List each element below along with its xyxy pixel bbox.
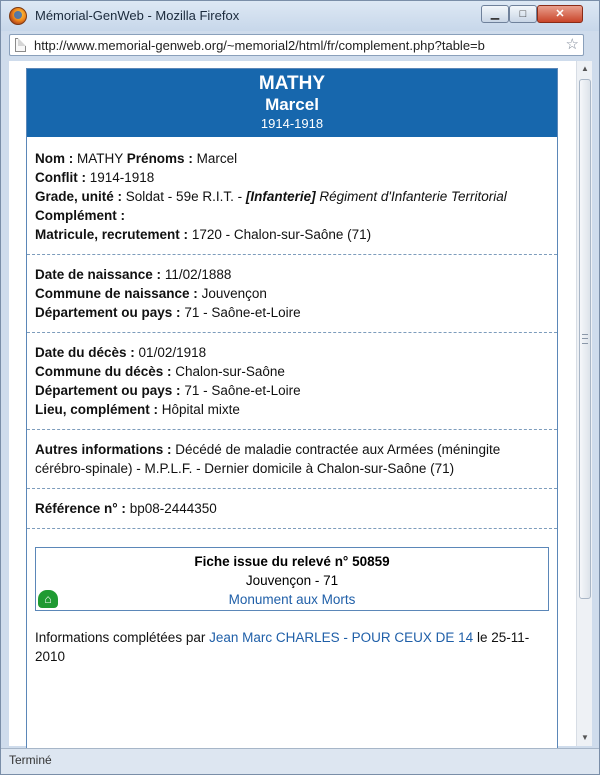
grade-label: Grade, unité : — [35, 189, 123, 204]
reference-label: Référence n° : — [35, 501, 126, 516]
prenoms-value: Marcel — [196, 151, 238, 166]
birth-date-value: 11/02/1888 — [164, 267, 232, 282]
grade-value: Soldat - 59e R.I.T. - — [125, 189, 243, 204]
death-commune-label: Commune du décès : — [35, 364, 172, 379]
author-link[interactable]: Jean Marc CHARLES - POUR CEUX DE 14 — [209, 630, 474, 645]
nom-value: MATHY — [77, 151, 124, 166]
birth-commune-row — [35, 284, 549, 303]
close-button[interactable]: ✕ — [537, 5, 583, 23]
monument-link[interactable]: Monument aux Morts — [228, 592, 356, 607]
grade-arm: [Infanterie] — [245, 189, 316, 204]
grip-icon — [582, 334, 588, 344]
birth-section — [27, 255, 557, 333]
death-date-value: 01/02/1918 — [138, 345, 207, 360]
scroll-up-arrow-icon[interactable]: ▲ — [581, 64, 589, 73]
vertical-scrollbar[interactable] — [576, 61, 592, 746]
status-text: Terminé — [9, 753, 52, 767]
death-lieu-value: Hôpital mixte — [161, 402, 240, 417]
death-commune-row — [35, 362, 549, 381]
address-bar[interactable] — [9, 34, 584, 56]
identity-section — [27, 137, 557, 255]
header-first-name: Marcel — [265, 95, 319, 114]
completed-prefix: Informations complétées par — [35, 630, 206, 645]
minimize-button[interactable]: ▁ — [481, 5, 509, 23]
other-info-label: Autres informations : — [35, 442, 172, 457]
reference-section — [27, 489, 557, 529]
death-date-label: Date du décès : — [35, 345, 135, 360]
birth-dept-value: 71 - Saône-et-Loire — [184, 305, 301, 320]
header-years: 1914-1918 — [260, 116, 324, 131]
death-dept-label: Département ou pays : — [35, 383, 181, 398]
conflit-row — [35, 168, 549, 187]
fiche-title: Fiche issue du relevé n° 50859 — [194, 554, 390, 569]
death-lieu-label: Lieu, complément : — [35, 402, 159, 417]
conflit-label: Conflit : — [35, 170, 86, 185]
conflit-value: 1914-1918 — [89, 170, 155, 185]
other-info-section — [27, 430, 557, 489]
firefox-icon — [9, 7, 27, 25]
birth-commune-label: Commune de naissance : — [35, 286, 198, 301]
matricule-row — [35, 225, 549, 244]
title-bar[interactable] — [1, 1, 599, 31]
status-bar — [1, 748, 599, 774]
birth-dept-row — [35, 303, 549, 322]
reference-value: bp08-2444350 — [129, 501, 217, 516]
record-header — [27, 69, 557, 137]
nom-label: Nom : — [35, 151, 74, 166]
matricule-label: Matricule, recrutement : — [35, 227, 189, 242]
completed-suffix: le 25-11-2010 — [35, 630, 530, 664]
matricule-value: 1720 - Chalon-sur-Saône (71) — [191, 227, 372, 242]
star-icon[interactable]: ☆ — [565, 36, 579, 53]
birth-date-label: Date de naissance : — [35, 267, 162, 282]
death-date-row — [35, 343, 549, 362]
grade-regiment: Régiment d'Infanterie Territorial — [319, 189, 507, 204]
page-icon — [15, 38, 26, 52]
death-dept-value: 71 - Saône-et-Loire — [184, 383, 301, 398]
record-card — [26, 68, 558, 768]
complement-row — [35, 206, 549, 225]
fiche-commune: Jouvençon - 71 — [245, 573, 339, 588]
death-lieu-row — [35, 400, 549, 419]
complement-label: Complément : — [35, 208, 126, 223]
scroll-thumb[interactable] — [579, 79, 591, 599]
other-info-value: Décédé de maladie contractée aux Armées (méningite cérébro-spinale) - M.P.L.F. - Dernier domicile à Chalon-sur-Saône (71) — [35, 442, 501, 476]
prenoms-label: Prénoms : — [126, 151, 193, 166]
nom-row — [35, 149, 549, 168]
monument-icon: ⌂ — [38, 590, 58, 608]
fiche-box — [35, 547, 549, 611]
maximize-button[interactable]: □ — [509, 5, 537, 23]
header-name: MATHY — [258, 73, 326, 94]
grade-row — [35, 187, 549, 206]
birth-date-row — [35, 265, 549, 284]
birth-dept-label: Département ou pays : — [35, 305, 181, 320]
death-commune-value: Chalon-sur-Saône — [175, 364, 285, 379]
scroll-down-arrow-icon[interactable]: ▼ — [581, 733, 589, 742]
url-field[interactable]: http://www.memorial-genweb.org/~memorial2/html/fr/complement.php?table=b — [34, 38, 485, 53]
page-viewport — [9, 61, 589, 746]
window-title: Mémorial-GenWeb - Mozilla Firefox — [35, 8, 240, 23]
death-section — [27, 333, 557, 430]
death-dept-row — [35, 381, 549, 400]
completed-info — [35, 628, 549, 666]
birth-commune-value: Jouvençon — [201, 286, 267, 301]
